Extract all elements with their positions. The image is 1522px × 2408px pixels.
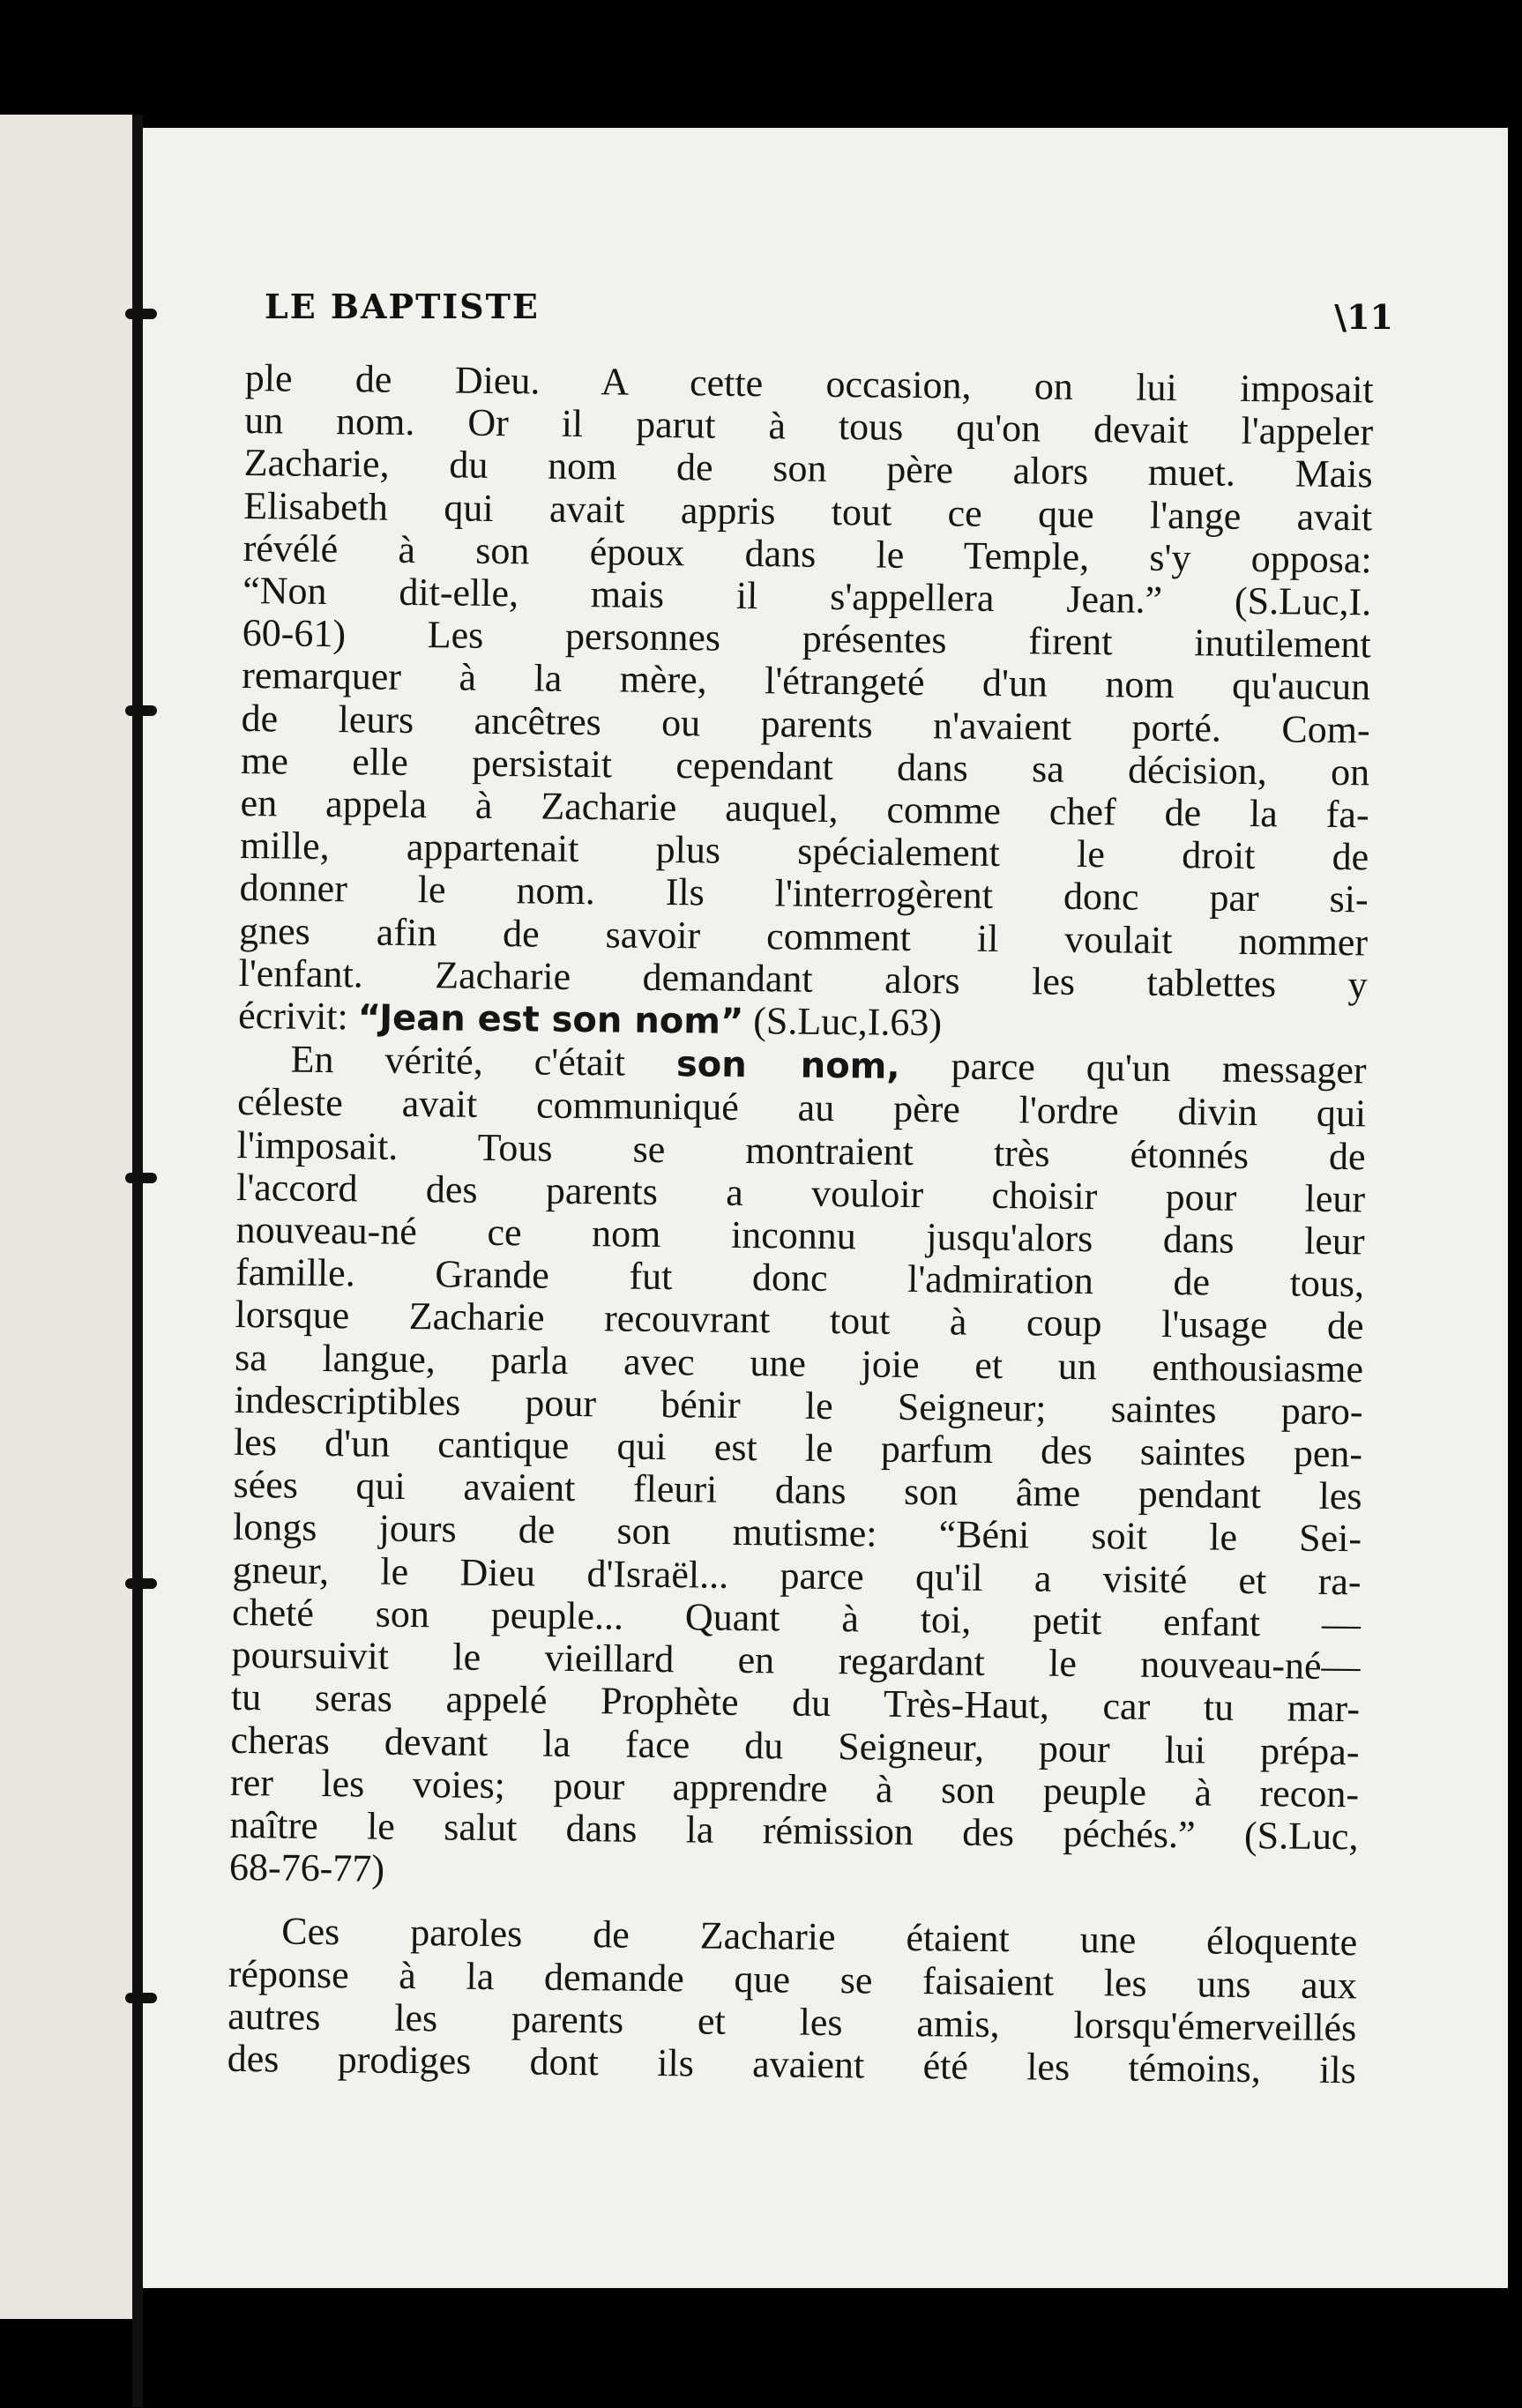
running-head-title: LE BAPTISTE [265,287,540,326]
paragraph [238,357,1374,1050]
text-line: remarquer à la mère, l'étrangeté d'un nom qu'aucun [241,653,1371,709]
binding-stitch [125,705,157,716]
emphasis-run: “Jean est son nom” [357,997,744,1043]
text-line: cheras devant la face du Seigneur, pour lui prépa- [230,1718,1360,1773]
text-run: parce qu'un messager [899,1044,1367,1092]
text-line: gnes afin de savoir comment il voulait nommer [238,908,1369,965]
text-run: écrivit: [237,994,359,1039]
binding-stitch [125,1578,157,1589]
text-line: l'enfant. Zacharie demandant alors les tablettes y [238,951,1368,1007]
text-line: indescriptibles pour bénir le Seigneur; saintes paro- [234,1377,1363,1434]
running-head [265,287,1393,339]
text-line: lorsque Zacharie recouvrant tout à coup l'usage de [235,1293,1364,1348]
binding-stitch [125,1173,157,1183]
text-run: En vérité, c'était [290,1037,677,1085]
text-line: sa langue, parla avec une joie et un enthousiasme [234,1335,1364,1391]
text-line: Zacharie, du nom de son père alors muet. Mais [243,441,1373,496]
text-line: 60-61) Les personnes présentes firent inutilement [242,611,1371,667]
text-line: “Non dit-elle, mais il s'appellera Jean.” (S.Luc,I. [242,569,1372,624]
book-binding [132,115,143,2407]
text-line: autres les parents et les amis, lorsqu'émerveillés [228,1994,1357,2050]
text-line: Elisabeth qui avait appris tout ce que l'ange avait [242,483,1373,540]
text-line: cheté son peuple... Quant à toi, petit enfant — [231,1590,1362,1646]
text-line: révélé à son époux dans le Temple, s'y opposa: [242,526,1372,582]
text-line: Ces paroles de Zacharie étaient une éloquente [281,1909,1358,1964]
text-run: (S.Luc,I.63) [743,999,943,1045]
paragraph [229,1038,1367,1900]
body-text [228,357,1374,2091]
adjacent-page-edge [0,115,132,2319]
text-line: ple de Dieu. A cette occasion, on lui imposait [244,356,1374,412]
text-line: les d'un cantique qui est le parfum des saintes pen- [233,1420,1363,1476]
text-line: sées qui avaient fleuri dans son âme pendant les [233,1463,1362,1518]
text-line: 68-76-77) [228,1845,385,1890]
emphasis-run: son nom, [675,1044,900,1088]
text-line: donner le nom. Ils l'interrogèrent donc par si- [239,866,1369,921]
text-line: céleste avait communiqué au père l'ordre divin qui [236,1080,1367,1136]
text-line: famille. Grande fut donc l'admiration de tous, [235,1250,1365,1306]
text-line: un nom. Or il parut à tous qu'on devait l'appeler [243,399,1374,454]
text-line: gneur, le Dieu d'Israël... parce qu'il a visité et ra- [232,1547,1362,1604]
text-line: poursuivit le vieillard en regardant le nouveau-né— [231,1633,1361,1689]
text-line: l'imposait. Tous se montraient très étonnés de [236,1122,1366,1179]
text-line: mille, appartenait plus spécialement le droit de [239,824,1369,879]
text-line: longs jours de son mutisme: “Béni soit le Sei- [232,1505,1362,1561]
text-line: tu seras appelé Prophète du Très-Haut, car tu mar- [230,1675,1361,1731]
text-line: de leurs ancêtres ou parents n'avaient porté. Com- [241,696,1370,752]
text-line: des prodiges dont ils avaient été les témoins, ils [227,2036,1356,2092]
text-line: nouveau-né ce nom inconnu jusqu'alors dans leur [235,1208,1365,1264]
paragraph [228,1910,1358,2091]
page-number: \11 [1334,297,1393,337]
binding-stitch [125,309,157,319]
text-line: en appela à Zacharie auquel, comme chef de la fa- [240,781,1369,837]
text-line: l'accord des parents a vouloir choisir pour leur [235,1165,1366,1221]
text-line: réponse à la demande que se faisaient les uns aux [228,1951,1357,2007]
text-line: naître le salut dans la rémission des péchés.” (S.Luc, [229,1802,1359,1859]
text-line: me elle persistait cependant dans sa décision, on [240,738,1370,794]
binding-stitch [125,1993,157,2003]
text-line: rer les voies; pour apprendre à son peuple à recon- [229,1760,1360,1816]
